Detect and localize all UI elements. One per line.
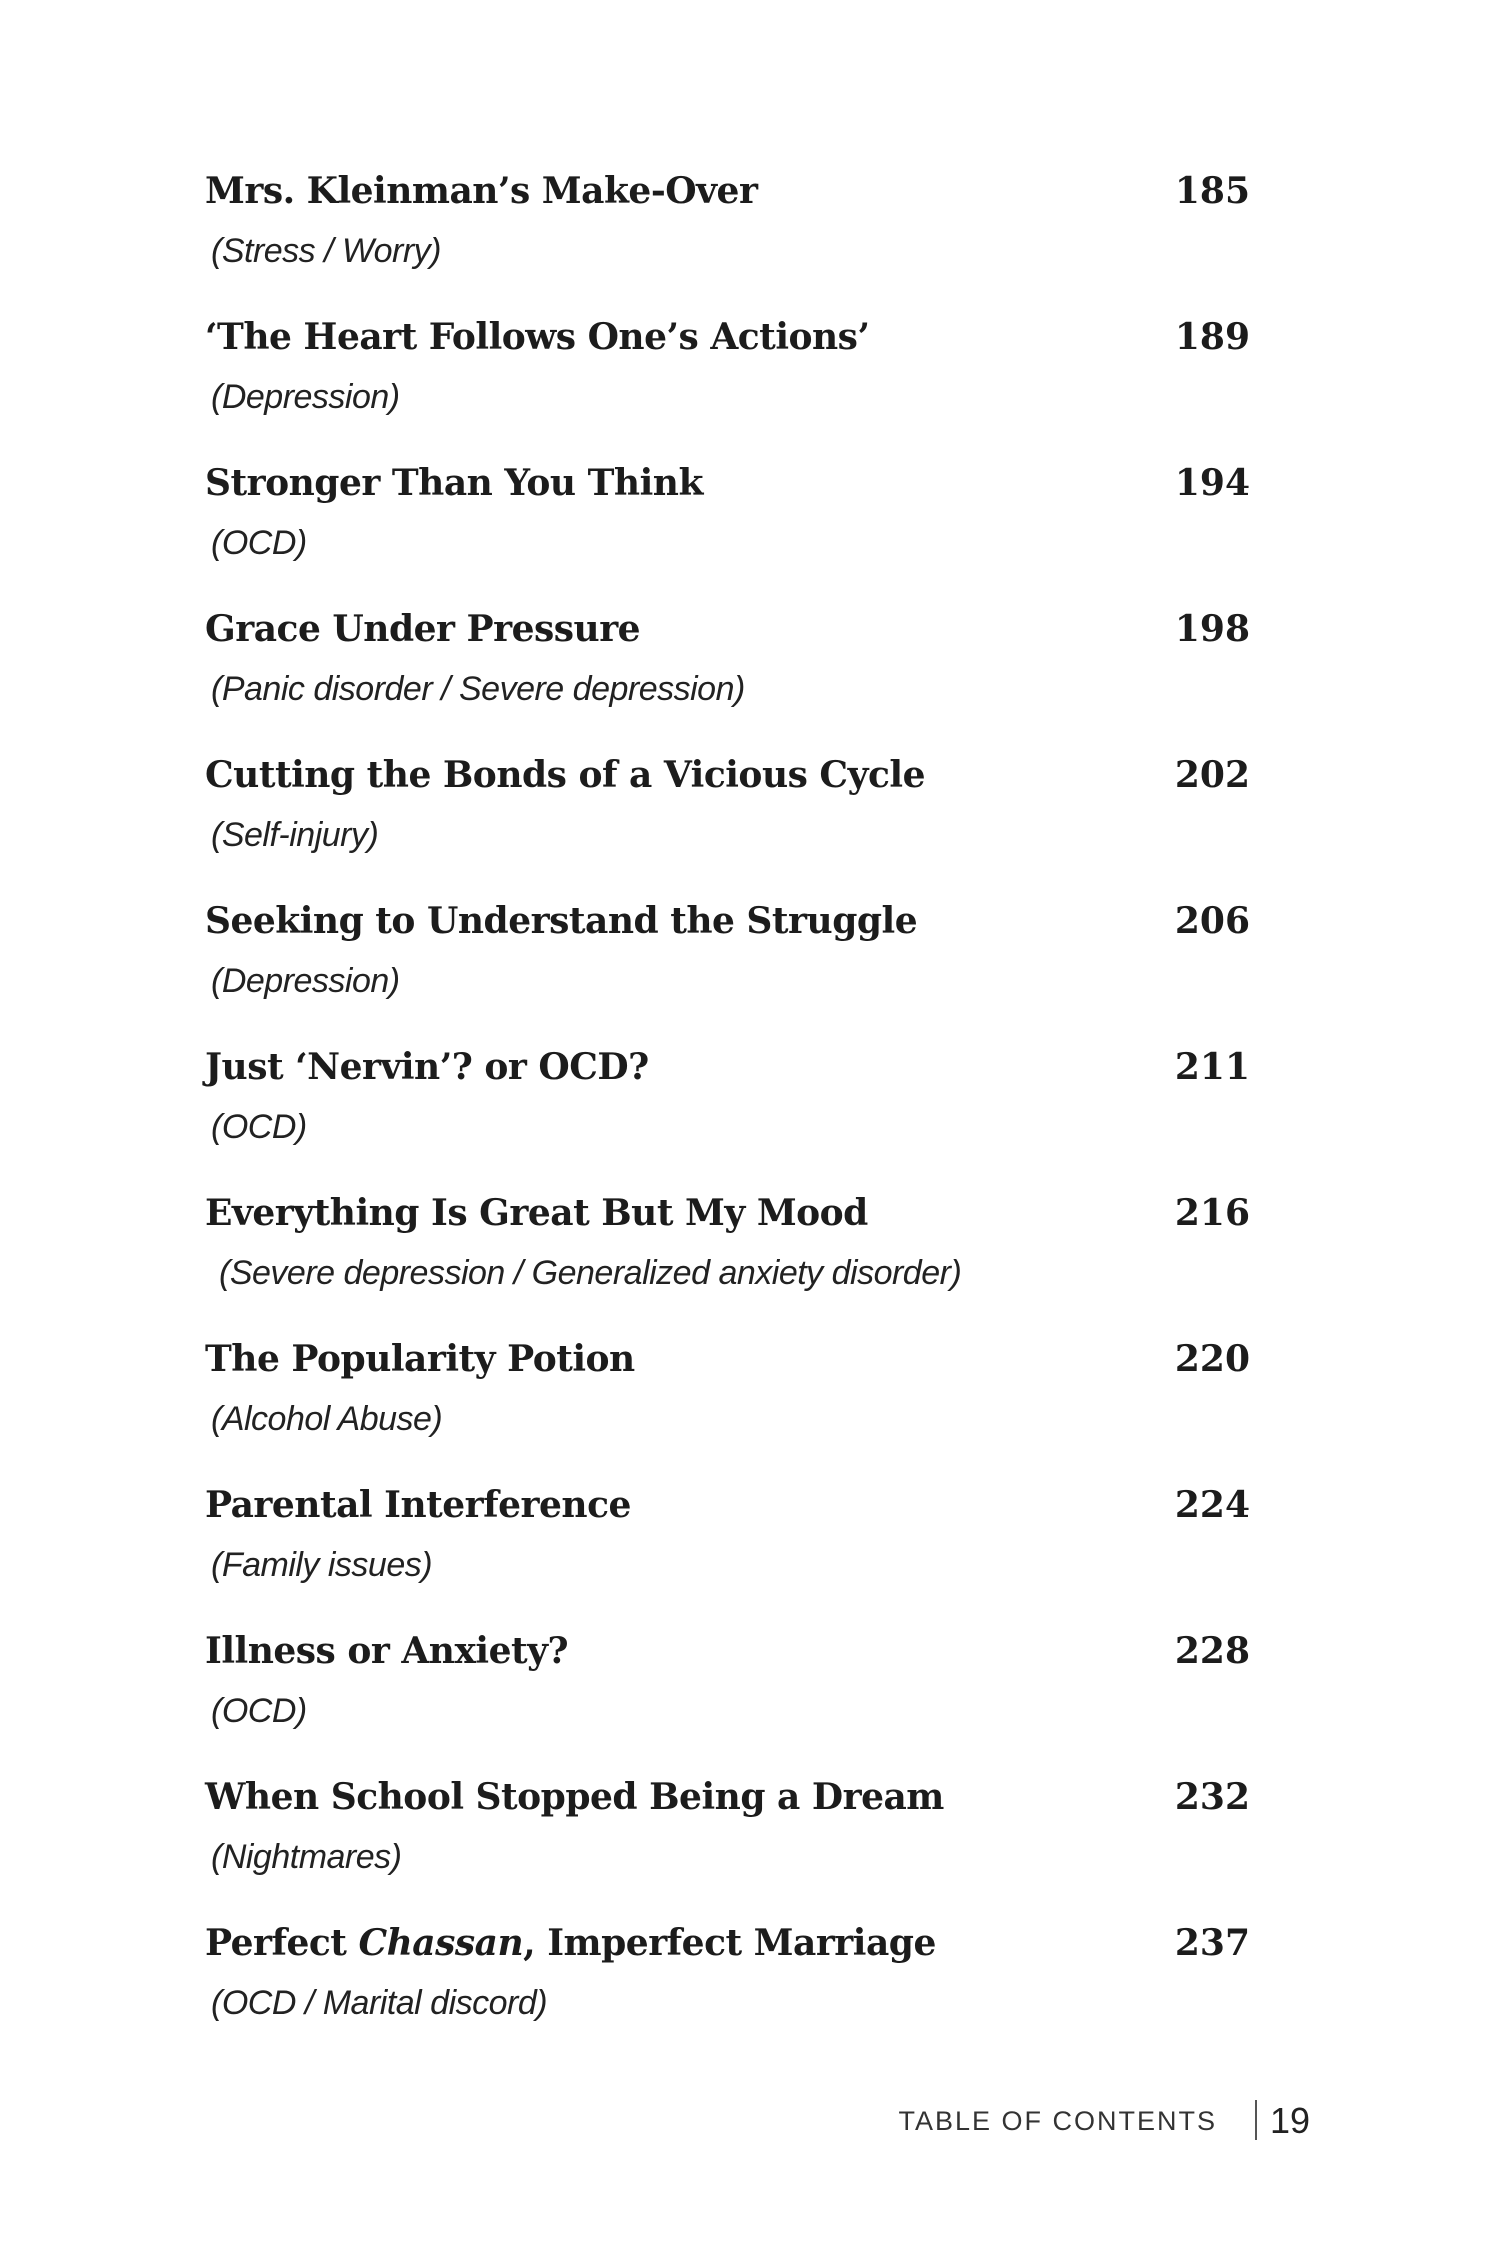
- entry-page-number: 211: [1174, 1046, 1250, 1088]
- entry-title: Illness or Anxiety?: [205, 1630, 569, 1672]
- running-footer-label: TABLE OF CONTENTS: [898, 2106, 1217, 2136]
- entry-subtitle: (OCD): [211, 524, 307, 562]
- entry-subtitle: (Severe depression / Generalized anxiety disorder): [219, 1254, 962, 1292]
- entry-title: Stronger Than You Think: [205, 462, 703, 504]
- entry-title: Cutting the Bonds of a Vicious Cycle: [205, 754, 925, 796]
- toc-entry[interactable]: [205, 900, 1250, 1046]
- entry-page-number: 232: [1174, 1776, 1250, 1818]
- toc-entry[interactable]: [205, 1630, 1250, 1776]
- toc-entry[interactable]: [205, 608, 1250, 754]
- toc-entry[interactable]: [205, 1776, 1250, 1922]
- entry-title-part: , Imperfect Marriage: [523, 1922, 936, 1964]
- entry-title: ‘The Heart Follows One’s Actions’: [205, 316, 870, 358]
- entry-subtitle: (Nightmares): [211, 1838, 402, 1876]
- toc-entry[interactable]: [205, 170, 1250, 316]
- entry-title-italic-word: Chassan: [358, 1922, 524, 1964]
- entry-subtitle: (Stress / Worry): [211, 232, 441, 270]
- entry-title-part: Perfect: [205, 1922, 359, 1964]
- entry-subtitle: (OCD): [211, 1692, 307, 1730]
- toc-entry[interactable]: [205, 1192, 1250, 1338]
- page-footer: [0, 2098, 1500, 2148]
- entry-title: When School Stopped Being a Dream: [205, 1776, 944, 1818]
- toc-entry[interactable]: [205, 754, 1250, 900]
- page-number: 19: [1270, 2100, 1311, 2141]
- entry-title: Mrs. Kleinman’s Make-Over: [205, 170, 758, 212]
- footer-divider: [1255, 2100, 1257, 2140]
- entry-subtitle: (Alcohol Abuse): [211, 1400, 443, 1438]
- entry-subtitle: (Depression): [211, 962, 400, 1000]
- toc-entry[interactable]: [205, 1338, 1250, 1484]
- entry-page-number: 185: [1174, 170, 1250, 212]
- entry-page-number: 216: [1174, 1192, 1250, 1234]
- entry-title: Seeking to Understand the Struggle: [205, 900, 918, 942]
- entry-subtitle: (Panic disorder / Severe depression): [211, 670, 745, 708]
- entry-page-number: 237: [1174, 1922, 1250, 1964]
- entry-title: Grace Under Pressure: [205, 608, 641, 650]
- entry-title: Everything Is Great But My Mood: [205, 1192, 868, 1234]
- entry-page-number: 224: [1174, 1484, 1250, 1526]
- entry-title: Just ‘Nervin’? or OCD?: [205, 1046, 649, 1088]
- toc-entry[interactable]: [205, 1046, 1250, 1192]
- entry-title: [205, 1922, 936, 1964]
- entry-title: The Popularity Potion: [205, 1338, 635, 1380]
- toc-entry[interactable]: [205, 1484, 1250, 1630]
- entry-subtitle: (OCD): [211, 1108, 307, 1146]
- entry-subtitle: (Family issues): [211, 1546, 433, 1584]
- entry-title: Parental Interference: [205, 1484, 631, 1526]
- entry-subtitle: (OCD / Marital discord): [211, 1984, 548, 2022]
- entry-subtitle: (Self-injury): [211, 816, 379, 854]
- entry-page-number: 202: [1174, 754, 1250, 796]
- entry-page-number: 189: [1174, 316, 1250, 358]
- entry-page-number: 220: [1174, 1338, 1250, 1380]
- table-of-contents-list: [205, 170, 1250, 2068]
- entry-subtitle: (Depression): [211, 378, 400, 416]
- toc-entry[interactable]: [205, 316, 1250, 462]
- entry-page-number: 228: [1174, 1630, 1250, 1672]
- toc-entry[interactable]: [205, 462, 1250, 608]
- entry-page-number: 206: [1174, 900, 1250, 942]
- entry-page-number: 194: [1174, 462, 1250, 504]
- toc-entry[interactable]: [205, 1922, 1250, 2068]
- entry-page-number: 198: [1174, 608, 1250, 650]
